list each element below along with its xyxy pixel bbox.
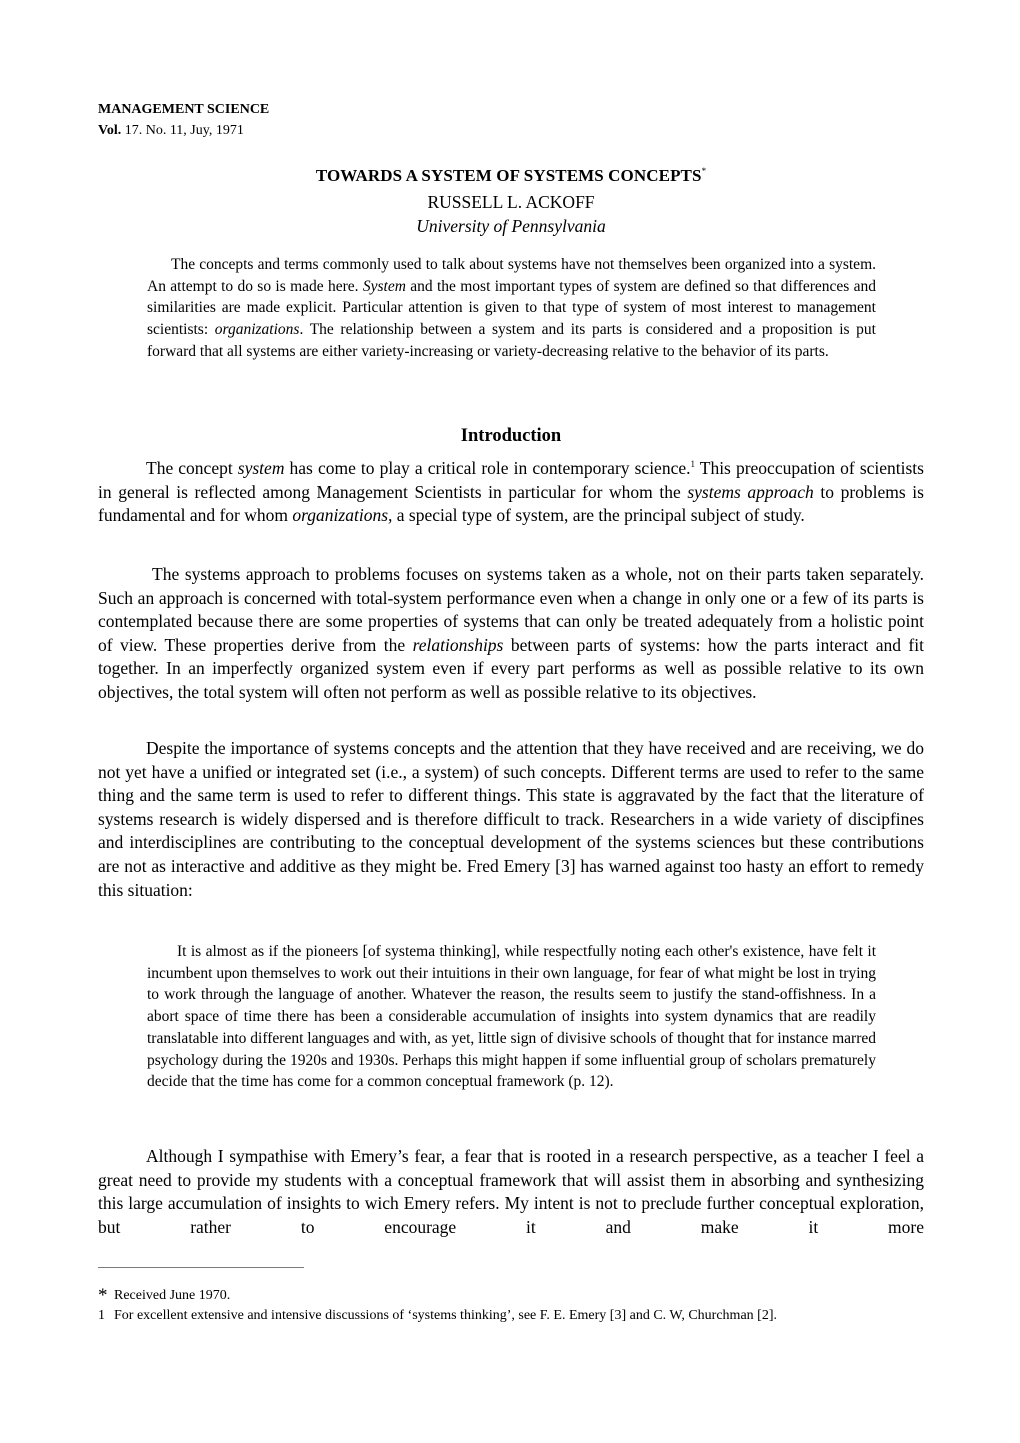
journal-volume: Vol. 17. No. 11, Juy, 1971 bbox=[98, 123, 244, 138]
author-name: RUSSELL L. ACKOFF bbox=[427, 192, 595, 212]
author-affiliation: University of Pennsylvania bbox=[416, 216, 606, 236]
paragraph-2: The systems approach to problems focuses on systems taken as a whole, not on their parts taken separately. Such an approach is concerned with total-system performance even when a change in only one or a few of its parts is contemplated because there are some properties of systems that can only be treated adequately from a holistic point of view. These properties derive from the relationships between parts of systems: how the parts interact and fit together. In an imperfectly organized system even if every part performs as well as possible relative to its own objectives, the total system will often not perform as well as possible relative to its objectives. bbox=[98, 564, 924, 702]
section-heading-introduction: Introduction bbox=[460, 426, 562, 446]
article-title: TOWARDS A SYSTEM OF SYSTEMS CONCEPTS* bbox=[315, 166, 707, 185]
title-footnote-mark: * bbox=[701, 166, 707, 176]
footnote-1 bbox=[98, 1306, 924, 1326]
title-block bbox=[98, 160, 924, 238]
footnote-text: For excellent extensive and intensive discussions of ‘systems thinking’, see F. E. Emery [3] and C. W, Churchman [2]. bbox=[114, 1308, 777, 1323]
paragraph-1: The concept system has come to play a critical role in contemporary science.$^1$ This preoccupation of scientists in general is reflected among Management Scientists in particular for whom the systems approach to problems is fundamental and for whom organizations, a special type of system, are the principal subject of study. bbox=[98, 458, 924, 526]
footnote-mark: 1 bbox=[98, 1308, 105, 1323]
journal-header bbox=[98, 99, 269, 141]
footnote-text: Received June 1970. bbox=[114, 1288, 231, 1303]
footnote-mark: * bbox=[98, 1285, 108, 1306]
footnote-ref-1[interactable]: 1 bbox=[690, 459, 695, 469]
paragraph-3: Despite the importance of systems concepts and the attention that they have received and are receiving, we do not yet have a unified or integrated set (i.e., a system) of such concepts. Different terms are used to refer to the same thing and the same term is used to refer to different things. This state is aggravated by the fact that the literature of systems research is widely dispersed and is therefore difficult to track. Researchers in a wide variety of discipfines and interdisciplines are contributing to the conceptual development of the systems sciences but these contributions are not as interactive and additive as they might be. Fred Emery [3] has warned against too hasty an effort to remedy this situation: bbox=[98, 738, 924, 900]
footnote-star bbox=[98, 1286, 924, 1306]
footnote-divider bbox=[98, 1267, 304, 1268]
journal-name: MANAGEMENT SCIENCE bbox=[98, 102, 270, 117]
abstract: The concepts and terms commonly used to talk about systems have not themselves been organized into a system. An attempt to do so is made here. System and the most important types of system are defined so that differences and similarities are made explicit. Particular attention is given to that type of system of most interest to management scientists: organizations. The relationship between a system and its parts is considered and a proposition is put forward that all systems are either variety-increasing or variety-decreasing relative to the behavior of its parts. bbox=[147, 256, 877, 360]
paragraph-4: Although I sympathise with Emery’s fear, a fear that is rooted in a research perspective, as a teacher I feel a great need to provide my students with a conceptual framework that will assist them in absorbing and synthesizing this large accumulation of insights to wich Emery refers. My intent is not to preclude further conceptual exploration, but rather to encourage it and make it more bbox=[98, 1146, 924, 1237]
block-quote: It is almost as if the pioneers [of systema thinking], while respectfully noting each other's existence, have felt it incumbent upon themselves to work out their intuitions in their own language, for fear of what might be lost in trying to work through the language of another. Whatever the reason, the results seem to justify the stand-offishness. In a abort space of time there has been a considerable accumulation of insights into system dynamics that are readily translatable into different languages and with, as yet, little sign of divisive schools of thought that for instance marred psychology during the 1920s and 1930s. Perhaps this might happen if some influential group of scholars prematurely decide that the time has come for a common conceptual framework (p. 12). bbox=[147, 943, 876, 1091]
footnotes bbox=[98, 1286, 924, 1326]
